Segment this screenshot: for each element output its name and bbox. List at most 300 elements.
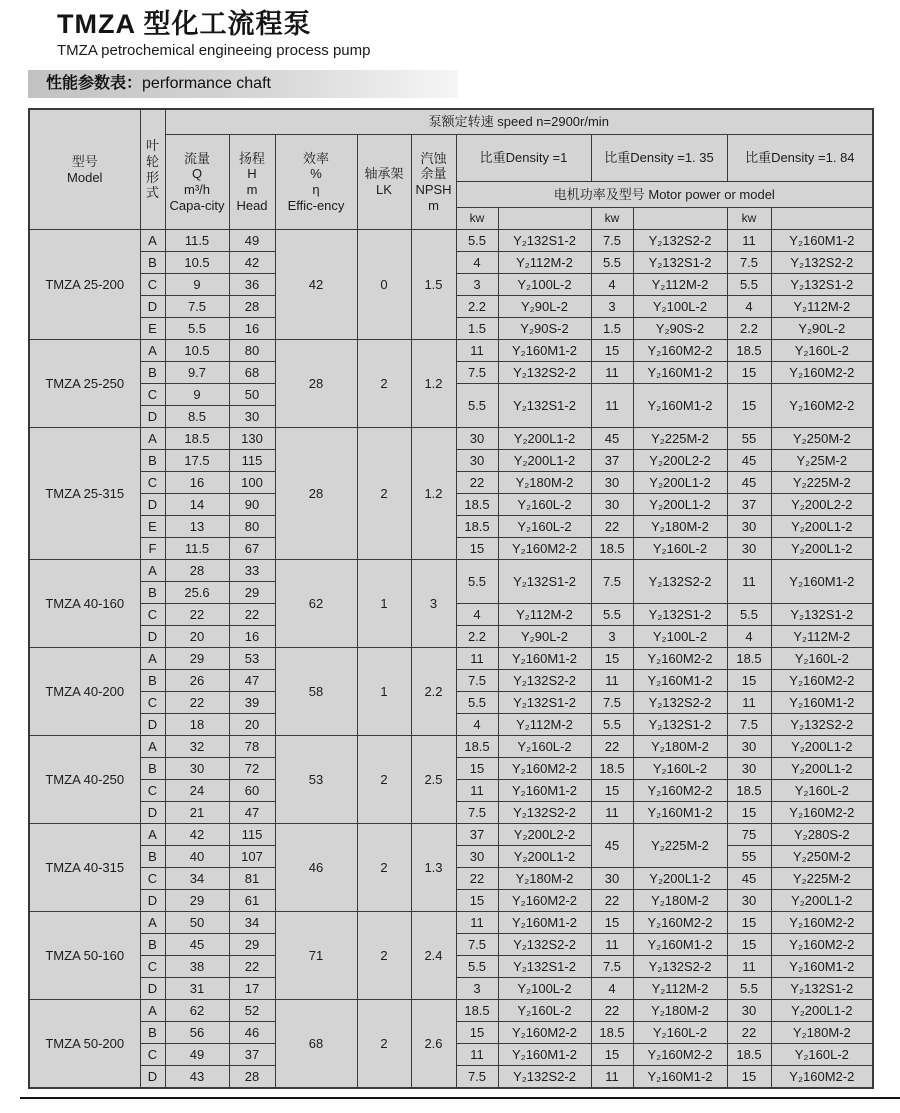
cell-motor-model: Y₂225M-2 (633, 428, 727, 450)
cell-impeller-form: C (140, 472, 165, 494)
cell-impeller-form: A (140, 736, 165, 758)
cell-kw: 7.5 (727, 714, 771, 736)
cell-motor-model: Y₂160L-2 (771, 648, 873, 670)
cell-motor-model: Y₂200L1-2 (771, 758, 873, 780)
cell-impeller-form: B (140, 758, 165, 780)
cell-impeller-form: E (140, 318, 165, 340)
cell-kw: 30 (727, 890, 771, 912)
cell-motor-model: Y₂160M1-2 (633, 934, 727, 956)
cell-head: 30 (229, 406, 275, 428)
cell-impeller-form: B (140, 252, 165, 274)
cell-efficiency: 42 (275, 230, 357, 340)
col-header-model: 型号 Model (29, 109, 140, 230)
cell-kw: 37 (727, 494, 771, 516)
cell-kw: 15 (727, 912, 771, 934)
cell-flow: 22 (165, 692, 229, 714)
cell-motor-model: Y₂132S2-2 (498, 934, 591, 956)
cell-motor-model: Y₂160M1-2 (498, 340, 591, 362)
cell-bearing: 2 (357, 428, 411, 560)
cell-motor-model: Y₂200L1-2 (633, 494, 727, 516)
cell-impeller-form: D (140, 714, 165, 736)
cell-kw: 22 (591, 1000, 633, 1022)
cell-head: 22 (229, 956, 275, 978)
cell-kw: 5.5 (591, 252, 633, 274)
cell-flow: 5.5 (165, 318, 229, 340)
cell-kw: 3 (456, 978, 498, 1000)
cell-efficiency: 28 (275, 428, 357, 560)
cell-head: 61 (229, 890, 275, 912)
cell-bearing: 1 (357, 560, 411, 648)
cell-head: 16 (229, 626, 275, 648)
cell-head: 115 (229, 450, 275, 472)
cell-impeller-form: F (140, 538, 165, 560)
cell-kw: 7.5 (591, 560, 633, 604)
cell-motor-model: Y₂112M-2 (498, 714, 591, 736)
page-bottom-rule (20, 1097, 900, 1099)
cell-flow: 38 (165, 956, 229, 978)
cell-motor-model: Y₂112M-2 (498, 604, 591, 626)
cell-head: 29 (229, 934, 275, 956)
cell-motor-model: Y₂200L2-2 (633, 450, 727, 472)
cell-motor-model: Y₂160M2-2 (633, 340, 727, 362)
table-row (29, 912, 873, 934)
cell-flow: 32 (165, 736, 229, 758)
cell-motor-model: Y₂160M1-2 (771, 692, 873, 714)
cell-npsh: 1.2 (411, 340, 456, 428)
cell-impeller-form: B (140, 934, 165, 956)
cell-npsh: 1.5 (411, 230, 456, 340)
table-header (29, 109, 873, 230)
cell-motor-model: Y₂160M2-2 (771, 362, 873, 384)
cell-bearing: 1 (357, 648, 411, 736)
cell-motor-model: Y₂160M2-2 (771, 1066, 873, 1089)
cell-flow: 42 (165, 824, 229, 846)
cell-kw: 15 (727, 362, 771, 384)
cell-motor-model: Y₂132S1-2 (498, 230, 591, 252)
cell-kw: 7.5 (456, 934, 498, 956)
cell-kw: 45 (591, 428, 633, 450)
cell-kw: 11 (591, 362, 633, 384)
cell-npsh: 2.4 (411, 912, 456, 1000)
cell-model: TMZA 25-200 (29, 230, 140, 340)
cell-impeller-form: B (140, 450, 165, 472)
cell-motor-model: Y₂225M-2 (771, 868, 873, 890)
cell-motor-model: Y₂132S2-2 (498, 362, 591, 384)
cell-impeller-form: D (140, 890, 165, 912)
cell-head: 80 (229, 340, 275, 362)
cell-head: 34 (229, 912, 275, 934)
cell-kw: 30 (727, 736, 771, 758)
cell-head: 90 (229, 494, 275, 516)
col-header-head: 扬程 H m Head (229, 135, 275, 230)
cell-kw: 7.5 (456, 670, 498, 692)
cell-head: 67 (229, 538, 275, 560)
cell-motor-model: Y₂132S2-2 (633, 560, 727, 604)
cell-motor-model: Y₂132S2-2 (771, 252, 873, 274)
cell-flow: 40 (165, 846, 229, 868)
cell-impeller-form: B (140, 582, 165, 604)
cell-kw: 4 (727, 626, 771, 648)
cell-kw: 18.5 (591, 538, 633, 560)
cell-kw: 5.5 (456, 956, 498, 978)
cell-model: TMZA 25-250 (29, 340, 140, 428)
cell-impeller-form: A (140, 560, 165, 582)
cell-efficiency: 68 (275, 1000, 357, 1089)
cell-motor-model: Y₂132S1-2 (633, 252, 727, 274)
cell-motor-model: Y₂225M-2 (771, 472, 873, 494)
cell-kw: 4 (456, 714, 498, 736)
cell-flow: 49 (165, 1044, 229, 1066)
cell-kw: 30 (591, 868, 633, 890)
cell-efficiency: 58 (275, 648, 357, 736)
cell-impeller-form: B (140, 846, 165, 868)
table-body (29, 230, 873, 1089)
table-row (29, 648, 873, 670)
cell-flow: 29 (165, 648, 229, 670)
cell-motor-model: Y₂160M1-2 (498, 648, 591, 670)
cell-bearing: 2 (357, 340, 411, 428)
cell-motor-model: Y₂132S2-2 (633, 692, 727, 714)
cell-kw: 5.5 (727, 978, 771, 1000)
cell-kw: 15 (591, 912, 633, 934)
cell-kw: 37 (456, 824, 498, 846)
cell-head: 29 (229, 582, 275, 604)
cell-motor-model: Y₂160L-2 (633, 538, 727, 560)
cell-bearing: 2 (357, 1000, 411, 1089)
cell-npsh: 2.6 (411, 1000, 456, 1089)
cell-kw: 30 (456, 450, 498, 472)
cell-motor-model: Y₂160L-2 (771, 340, 873, 362)
cell-motor-model: Y₂132S1-2 (498, 692, 591, 714)
cell-head: 16 (229, 318, 275, 340)
cell-kw: 11 (727, 230, 771, 252)
cell-flow: 8.5 (165, 406, 229, 428)
cell-motor-model: Y₂160L-2 (633, 758, 727, 780)
cell-motor-model: Y₂160M1-2 (498, 912, 591, 934)
cell-kw: 3 (591, 626, 633, 648)
cell-kw: 11 (591, 670, 633, 692)
cell-head: 20 (229, 714, 275, 736)
cell-kw: 22 (456, 868, 498, 890)
cell-motor-model: Y₂160M2-2 (771, 670, 873, 692)
cell-motor-model: Y₂132S1-2 (771, 978, 873, 1000)
cell-model: TMZA 40-315 (29, 824, 140, 912)
cell-motor-model: Y₂160M2-2 (498, 890, 591, 912)
cell-head: 42 (229, 252, 275, 274)
cell-kw: 18.5 (456, 494, 498, 516)
cell-model: TMZA 50-200 (29, 1000, 140, 1089)
cell-motor-model: Y₂132S1-2 (498, 956, 591, 978)
cell-motor-model: Y₂160M2-2 (771, 384, 873, 428)
cell-kw: 2.2 (727, 318, 771, 340)
cell-impeller-form: A (140, 824, 165, 846)
cell-kw: 22 (727, 1022, 771, 1044)
col-header-npsh: 汽蚀 余量 NPSH m (411, 135, 456, 230)
cell-motor-model: Y₂160M1-2 (498, 1044, 591, 1066)
cell-motor-model: Y₂132S1-2 (771, 274, 873, 296)
cell-motor-model: Y₂160M1-2 (633, 362, 727, 384)
cell-motor-model: Y₂200L2-2 (498, 824, 591, 846)
cell-kw: 30 (727, 516, 771, 538)
cell-kw: 15 (456, 758, 498, 780)
cell-motor-model: Y₂100L-2 (633, 626, 727, 648)
cell-impeller-form: C (140, 604, 165, 626)
cell-kw: 18.5 (591, 758, 633, 780)
section-header-bar (28, 70, 458, 98)
cell-flow: 11.5 (165, 230, 229, 252)
cell-model: TMZA 40-250 (29, 736, 140, 824)
cell-kw: 22 (591, 890, 633, 912)
cell-kw: 37 (591, 450, 633, 472)
cell-head: 37 (229, 1044, 275, 1066)
cell-kw: 11 (591, 1066, 633, 1089)
cell-kw: 11 (456, 648, 498, 670)
cell-motor-model: Y₂112M-2 (498, 252, 591, 274)
cell-motor-model: Y₂160L-2 (498, 1000, 591, 1022)
cell-flow: 10.5 (165, 340, 229, 362)
cell-motor-model: Y₂160L-2 (498, 516, 591, 538)
cell-kw: 11 (591, 934, 633, 956)
col-header-impeller: 叶 轮 形 式 (140, 109, 165, 230)
cell-kw: 15 (727, 934, 771, 956)
cell-kw: 5.5 (456, 384, 498, 428)
cell-model: TMZA 50-160 (29, 912, 140, 1000)
cell-kw: 1.5 (456, 318, 498, 340)
cell-kw: 5.5 (727, 274, 771, 296)
cell-motor-model: Y₂160M2-2 (633, 912, 727, 934)
cell-kw: 18.5 (456, 1000, 498, 1022)
cell-flow: 62 (165, 1000, 229, 1022)
cell-kw: 18.5 (727, 780, 771, 802)
cell-npsh: 2.2 (411, 648, 456, 736)
cell-head: 17 (229, 978, 275, 1000)
performance-table-wrapper (28, 108, 900, 1089)
cell-kw: 5.5 (456, 230, 498, 252)
cell-motor-model: Y₂112M-2 (771, 296, 873, 318)
cell-motor-model: Y₂160M1-2 (771, 956, 873, 978)
cell-flow: 9 (165, 274, 229, 296)
cell-head: 47 (229, 802, 275, 824)
cell-motor-model: Y₂90L-2 (771, 318, 873, 340)
cell-kw: 4 (456, 252, 498, 274)
table-row (29, 824, 873, 846)
cell-motor-model: Y₂200L1-2 (633, 472, 727, 494)
cell-efficiency: 62 (275, 560, 357, 648)
cell-model: TMZA 40-160 (29, 560, 140, 648)
col-header-efficiency: 效率 % η Effic-ency (275, 135, 357, 230)
cell-kw: 30 (591, 472, 633, 494)
cell-impeller-form: C (140, 956, 165, 978)
cell-kw: 45 (727, 868, 771, 890)
cell-kw: 18.5 (727, 648, 771, 670)
motor-model-header-1 (498, 208, 591, 230)
cell-impeller-form: A (140, 340, 165, 362)
table-row (29, 428, 873, 450)
cell-bearing: 2 (357, 912, 411, 1000)
cell-kw: 22 (591, 736, 633, 758)
cell-motor-model: Y₂112M-2 (771, 626, 873, 648)
cell-flow: 34 (165, 868, 229, 890)
cell-motor-model: Y₂180M-2 (633, 736, 727, 758)
cell-kw: 11 (456, 1044, 498, 1066)
cell-motor-model: Y₂160L-2 (771, 1044, 873, 1066)
col-header-flow: 流量 Q m³/h Capa-city (165, 135, 229, 230)
cell-kw: 5.5 (456, 560, 498, 604)
cell-kw: 11 (727, 692, 771, 714)
cell-flow: 26 (165, 670, 229, 692)
cell-kw: 30 (727, 758, 771, 780)
cell-head: 115 (229, 824, 275, 846)
cell-kw: 2.2 (456, 626, 498, 648)
cell-impeller-form: A (140, 648, 165, 670)
cell-motor-model: Y₂132S1-2 (633, 604, 727, 626)
cell-kw: 7.5 (456, 802, 498, 824)
cell-motor-model: Y₂180M-2 (498, 472, 591, 494)
cell-motor-model: Y₂160M1-2 (771, 230, 873, 252)
cell-head: 28 (229, 296, 275, 318)
cell-npsh: 1.3 (411, 824, 456, 912)
cell-motor-model: Y₂132S2-2 (771, 714, 873, 736)
cell-flow: 28 (165, 560, 229, 582)
cell-impeller-form: C (140, 780, 165, 802)
table-row (29, 340, 873, 362)
cell-kw: 5.5 (591, 714, 633, 736)
cell-kw: 4 (591, 978, 633, 1000)
cell-motor-model: Y₂160M2-2 (498, 538, 591, 560)
cell-head: 28 (229, 1066, 275, 1089)
cell-motor-model: Y₂200L1-2 (771, 890, 873, 912)
cell-impeller-form: D (140, 406, 165, 428)
cell-kw: 2.2 (456, 296, 498, 318)
cell-kw: 45 (727, 450, 771, 472)
cell-impeller-form: D (140, 494, 165, 516)
cell-motor-model: Y₂160M2-2 (498, 1022, 591, 1044)
cell-flow: 43 (165, 1066, 229, 1089)
cell-kw: 7.5 (456, 1066, 498, 1089)
cell-npsh: 1.2 (411, 428, 456, 560)
cell-impeller-form: D (140, 296, 165, 318)
cell-kw: 15 (727, 670, 771, 692)
cell-flow: 14 (165, 494, 229, 516)
cell-impeller-form: B (140, 362, 165, 384)
cell-kw: 11 (456, 780, 498, 802)
cell-head: 49 (229, 230, 275, 252)
cell-motor-model: Y₂132S1-2 (771, 604, 873, 626)
cell-kw: 30 (591, 494, 633, 516)
col-header-bearing: 轴承架 LK (357, 135, 411, 230)
cell-impeller-form: E (140, 516, 165, 538)
density-header-3: 比重Density =1. 84 (727, 135, 873, 182)
cell-kw: 18.5 (727, 1044, 771, 1066)
cell-motor-model: Y₂160M2-2 (771, 912, 873, 934)
cell-kw: 45 (727, 472, 771, 494)
section-title-zh: 性能参数表： (46, 75, 143, 92)
cell-kw: 15 (591, 340, 633, 362)
cell-motor-model: Y₂160M2-2 (498, 758, 591, 780)
cell-motor-model: Y₂132S2-2 (633, 956, 727, 978)
cell-bearing: 0 (357, 230, 411, 340)
cell-motor-model: Y₂200L1-2 (771, 1000, 873, 1022)
cell-motor-model: Y₂160M2-2 (633, 1044, 727, 1066)
cell-kw: 15 (727, 802, 771, 824)
cell-kw: 3 (591, 296, 633, 318)
cell-motor-model: Y₂100L-2 (498, 978, 591, 1000)
cell-kw: 11 (727, 560, 771, 604)
density-header-2: 比重Density =1. 35 (591, 135, 727, 182)
motor-power-header: 电机功率及型号 Motor power or model (456, 182, 873, 208)
cell-motor-model: Y₂160M2-2 (633, 780, 727, 802)
cell-motor-model: Y₂180M-2 (633, 516, 727, 538)
cell-flow: 22 (165, 604, 229, 626)
cell-motor-model: Y₂160M1-2 (498, 780, 591, 802)
cell-motor-model: Y₂90S-2 (498, 318, 591, 340)
cell-motor-model: Y₂132S2-2 (633, 230, 727, 252)
cell-motor-model: Y₂225M-2 (633, 824, 727, 868)
cell-flow: 13 (165, 516, 229, 538)
cell-motor-model: Y₂132S2-2 (498, 802, 591, 824)
page-subtitle: TMZA petrochemical engineeing process pump (57, 42, 371, 59)
cell-kw: 30 (456, 846, 498, 868)
cell-motor-model: Y₂200L1-2 (498, 450, 591, 472)
cell-flow: 21 (165, 802, 229, 824)
cell-motor-model: Y₂160L-2 (771, 780, 873, 802)
cell-motor-model: Y₂180M-2 (633, 1000, 727, 1022)
cell-kw: 7.5 (456, 362, 498, 384)
cell-kw: 55 (727, 846, 771, 868)
cell-impeller-form: B (140, 670, 165, 692)
cell-kw: 1.5 (591, 318, 633, 340)
cell-impeller-form: C (140, 868, 165, 890)
cell-kw: 15 (591, 780, 633, 802)
cell-motor-model: Y₂160M1-2 (633, 670, 727, 692)
cell-motor-model: Y₂160L-2 (498, 494, 591, 516)
cell-head: 46 (229, 1022, 275, 1044)
cell-head: 52 (229, 1000, 275, 1022)
cell-flow: 30 (165, 758, 229, 780)
cell-kw: 7.5 (727, 252, 771, 274)
cell-kw: 30 (727, 538, 771, 560)
cell-motor-model: Y₂160M1-2 (633, 802, 727, 824)
table-row (29, 1000, 873, 1022)
cell-flow: 25.6 (165, 582, 229, 604)
cell-motor-model: Y₂160M1-2 (633, 1066, 727, 1089)
cell-motor-model: Y₂200L1-2 (771, 516, 873, 538)
cell-kw: 11 (456, 340, 498, 362)
cell-head: 107 (229, 846, 275, 868)
cell-impeller-form: C (140, 274, 165, 296)
cell-motor-model: Y₂25M-2 (771, 450, 873, 472)
cell-flow: 17.5 (165, 450, 229, 472)
density-header-1: 比重Density =1 (456, 135, 591, 182)
cell-motor-model: Y₂132S2-2 (498, 1066, 591, 1089)
cell-head: 39 (229, 692, 275, 714)
cell-head: 72 (229, 758, 275, 780)
cell-motor-model: Y₂100L-2 (633, 296, 727, 318)
cell-motor-model: Y₂160L-2 (498, 736, 591, 758)
kw-header-3: kw (727, 208, 771, 230)
cell-kw: 22 (456, 472, 498, 494)
cell-motor-model: Y₂112M-2 (633, 274, 727, 296)
cell-motor-model: Y₂160L-2 (633, 1022, 727, 1044)
cell-motor-model: Y₂250M-2 (771, 846, 873, 868)
cell-kw: 15 (727, 384, 771, 428)
cell-flow: 16 (165, 472, 229, 494)
cell-kw: 30 (456, 428, 498, 450)
cell-motor-model: Y₂160M1-2 (771, 560, 873, 604)
cell-kw: 11 (456, 912, 498, 934)
section-title-en: performance chaft (142, 75, 271, 92)
cell-head: 22 (229, 604, 275, 626)
